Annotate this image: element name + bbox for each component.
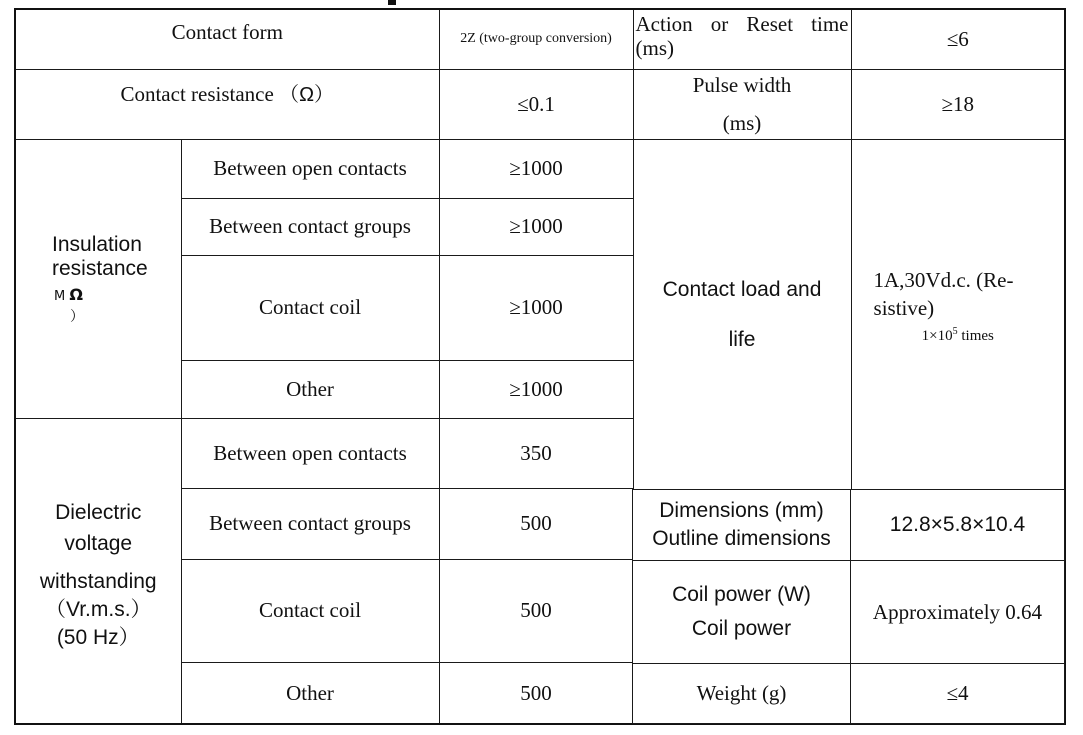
pulse-width-value xyxy=(851,69,1065,139)
action-reset-value-text: ≤6 xyxy=(946,27,969,52)
coil-power-label xyxy=(633,561,851,664)
reset-word: Reset xyxy=(746,12,794,36)
times-suffix: times xyxy=(957,327,994,344)
contact-load-label-line1: Contact load and xyxy=(662,277,822,301)
dielectric-label-line2: voltage xyxy=(64,531,133,555)
row-label: Between open contacts xyxy=(213,156,407,181)
insulation-contact-coil-label xyxy=(181,255,439,360)
row-value: 500 xyxy=(520,598,552,623)
dielectric-contact-groups-value xyxy=(439,488,633,559)
dielectric-open-contacts-value xyxy=(439,418,633,488)
row-value: 350 xyxy=(520,440,552,465)
coil-power-label-line1: Coil power (W) xyxy=(672,582,811,606)
row-label: Between contact groups xyxy=(209,511,411,536)
cropped-heading-fragment xyxy=(388,0,396,5)
row-label: Other xyxy=(286,376,334,401)
contact-load-label-line2: life xyxy=(728,327,756,351)
coil-power-value-text: Approximately 0.64 xyxy=(872,599,1043,624)
insulation-label-line1: Insulation xyxy=(52,233,142,257)
time-word: time xyxy=(811,12,849,36)
row-value: ≥1000 xyxy=(509,214,563,239)
insulation-open-contacts-value xyxy=(439,139,633,198)
table-row xyxy=(15,139,1065,198)
top-edge xyxy=(0,0,1083,8)
table-row xyxy=(633,490,1065,561)
dielectric-contact-coil-label xyxy=(181,559,439,662)
dielectric-label-line3: withstanding xyxy=(39,569,157,593)
relay-spec-table-lower-right xyxy=(632,489,1065,724)
dielectric-label-line5: (50 Hz） xyxy=(56,625,140,649)
mega-prefix: M xyxy=(54,288,66,304)
pulse-width-value-text: ≥18 xyxy=(941,91,975,116)
contact-load-value-line2: sistive) xyxy=(873,295,935,320)
insulation-resistance-label xyxy=(15,139,181,418)
dielectric-other-label xyxy=(181,662,439,724)
dimensions-value xyxy=(851,490,1065,561)
table-row xyxy=(15,69,1065,139)
row-label: Between contact groups xyxy=(209,214,411,239)
row-value: 500 xyxy=(520,511,552,536)
coil-power-label-line2: Coil power xyxy=(691,617,792,640)
dimensions-label-line2: Outline dimensions xyxy=(652,527,831,550)
contact-resistance-unit: （Ω） xyxy=(279,83,335,106)
contact-resistance-label xyxy=(15,69,439,139)
dielectric-open-contacts-label xyxy=(181,418,439,488)
weight-label xyxy=(633,664,851,724)
insulation-contact-groups-label xyxy=(181,198,439,255)
row-label: Between open contacts xyxy=(213,440,407,465)
insulation-contact-groups-value xyxy=(439,198,633,255)
contact-resistance-value-text: ≤0.1 xyxy=(517,91,555,116)
action-word: Action xyxy=(635,12,693,36)
insulation-unit-paren: ） xyxy=(70,307,84,324)
dimensions-value-text: 12.8×5.8×10.4 xyxy=(889,512,1026,536)
row-label: Other xyxy=(286,680,334,705)
dielectric-contact-coil-value xyxy=(439,559,633,662)
dielectric-label-line4: （Vr.m.s.） xyxy=(44,597,152,621)
row-value: ≥1000 xyxy=(509,156,563,181)
contact-form-value xyxy=(439,9,633,69)
row-label: Contact coil xyxy=(258,598,362,623)
action-reset-value xyxy=(851,9,1065,69)
contact-load-value-line1: 1A,30Vd.c. (Re- xyxy=(873,267,1014,292)
insulation-open-contacts-label xyxy=(181,139,439,198)
dielectric-contact-groups-label xyxy=(181,488,439,559)
insulation-other-label xyxy=(181,360,439,418)
coil-power-value xyxy=(851,561,1065,664)
action-reset-line1 xyxy=(636,12,849,36)
weight-value-text: ≤4 xyxy=(946,681,969,706)
contact-load-life-times xyxy=(856,326,1061,345)
contact-form-value-text: 2Z (two-group conversion) xyxy=(460,31,612,47)
action-reset-unit: (ms) xyxy=(635,36,675,61)
action-reset-label xyxy=(633,9,851,69)
contact-form-label-text: Contact form xyxy=(171,20,283,44)
contact-resistance-value xyxy=(439,69,633,139)
weight-label-text: Weight (g) xyxy=(696,681,787,706)
or-word: or xyxy=(710,12,729,36)
pulse-width-label xyxy=(633,69,851,139)
table-row xyxy=(633,561,1065,664)
insulation-other-value xyxy=(439,360,633,418)
dimensions-label-line1: Dimensions (mm) xyxy=(659,498,824,522)
dielectric-other-value xyxy=(439,662,633,724)
contact-form-label xyxy=(15,9,439,69)
row-label: Contact coil xyxy=(258,295,362,320)
weight-value xyxy=(851,664,1065,724)
pulse-width-unit: (ms) xyxy=(722,111,762,135)
dielectric-voltage-label xyxy=(15,418,181,724)
dielectric-label-line1: Dielectric xyxy=(55,501,142,525)
times-base: 1×10 xyxy=(921,327,953,344)
row-value: ≥1000 xyxy=(509,295,563,320)
times-exponent: 5 xyxy=(952,325,958,337)
row-value: ≥1000 xyxy=(509,376,563,401)
insulation-contact-coil-value xyxy=(439,255,633,360)
row-value: 500 xyxy=(520,680,552,705)
omega-symbol: Ω xyxy=(69,284,83,304)
dimensions-label xyxy=(633,490,851,561)
insulation-unit xyxy=(52,284,83,304)
table-row xyxy=(15,9,1065,69)
pulse-width-label-text: Pulse width xyxy=(692,72,792,97)
table-row xyxy=(633,664,1065,724)
insulation-label-line2: resistance xyxy=(52,257,148,281)
contact-resistance-label-text: Contact resistance xyxy=(120,81,274,106)
